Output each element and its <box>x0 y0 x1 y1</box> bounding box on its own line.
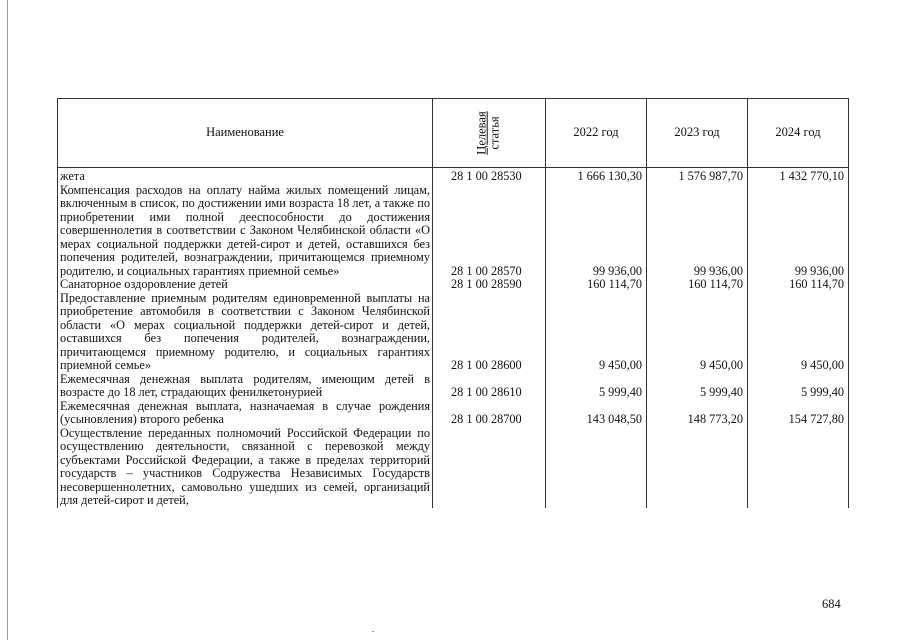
row-value-2024: 9 450,00 <box>748 292 849 373</box>
table-row <box>58 168 849 184</box>
row-value-2022: 9 450,00 <box>546 292 647 373</box>
row-value-2024: 1 432 770,10 <box>748 168 849 184</box>
row-value-2023: 9 450,00 <box>647 292 748 373</box>
row-value-2023 <box>647 427 748 508</box>
row-code: 28 1 00 28570 <box>433 184 546 279</box>
budget-table <box>57 98 849 508</box>
row-code: 28 1 00 28530 <box>433 168 546 184</box>
row-value-2023: 1 576 987,70 <box>647 168 748 184</box>
row-code <box>433 427 546 508</box>
row-name: Ежемесячная денежная выплата, назначаемая в случае рождения (усыновления) второго ребенка <box>58 400 433 427</box>
header-year-2022: 2022 год <box>546 99 647 168</box>
row-value-2022: 99 936,00 <box>546 184 647 279</box>
row-value-2022: 5 999,40 <box>546 373 647 400</box>
row-value-2023: 5 999,40 <box>647 373 748 400</box>
row-value-2022 <box>546 427 647 508</box>
table-row <box>58 373 849 400</box>
row-value-2024: 154 727,80 <box>748 400 849 427</box>
table-row <box>58 184 849 279</box>
header-target-article <box>433 99 546 168</box>
header-target-article-line2: статья <box>488 116 502 150</box>
row-code: 28 1 00 28700 <box>433 400 546 427</box>
row-name: жета <box>58 168 433 184</box>
row-code: 28 1 00 28600 <box>433 292 546 373</box>
header-name: Наименование <box>58 99 433 168</box>
scan-speck <box>372 631 374 632</box>
table-row <box>58 427 849 508</box>
row-value-2022: 1 666 130,30 <box>546 168 647 184</box>
row-name: Ежемесячная денежная выплата родителям, имеющим детей в возрасте до 18 лет, страдающих фенилкетонурией <box>58 373 433 400</box>
row-value-2023: 99 936,00 <box>647 184 748 279</box>
table-row <box>58 400 849 427</box>
row-name: Предоставление приемным родителям единовременной выплаты на приобретение автомобиля в соответствии с Законом Челябинской области «О мерах социальной поддержки детей-сирот и детей, оставшихся без попечения родителей, вознаграждении, причитающемся приемному родителю, и социальных гарантиях приемной семье» <box>58 292 433 373</box>
row-name: Санаторное оздоровление детей <box>58 278 433 292</box>
row-value-2024: 160 114,70 <box>748 278 849 292</box>
table-row <box>58 292 849 373</box>
row-name: Осуществление переданных полномочий Российской Федерации по осуществлению деятельности, связанной с перевозкой между субъектами Российской Федерации, а также в пределах территорий государств – участников Содружества Независимых Государств несовершеннолетних, самовольно ушедших из семей, организаций для детей-сирот и детей, <box>58 427 433 508</box>
row-value-2022: 160 114,70 <box>546 278 647 292</box>
row-code: 28 1 00 28610 <box>433 373 546 400</box>
page-number: 684 <box>822 597 841 611</box>
row-name: Компенсация расходов на оплату найма жилых помещений лицам, включенным в список, по достижении ими возраста 18 лет, а также по приобретении ими полной дееспособности до достижения совершеннолетия в соответствии с Законом Челябинской области «О мерах социальной поддержки детей-сирот и детей, оставшихся без попечения родителей, вознаграждении, причитающемся приемному родителю, и социальных гарантиях приемной семье» <box>58 184 433 279</box>
header-year-2024: 2024 год <box>748 99 849 168</box>
scan-edge-line <box>7 0 8 640</box>
row-value-2024 <box>748 427 849 508</box>
row-code: 28 1 00 28590 <box>433 278 546 292</box>
table-header-row <box>58 99 849 168</box>
table-row <box>58 278 849 292</box>
header-target-article-line1: Целевая <box>475 111 489 155</box>
row-value-2023: 160 114,70 <box>647 278 748 292</box>
row-value-2024: 5 999,40 <box>748 373 849 400</box>
row-value-2022: 143 048,50 <box>546 400 647 427</box>
header-target-article-vertical <box>476 111 502 154</box>
row-value-2024: 99 936,00 <box>748 184 849 279</box>
header-year-2023: 2023 год <box>647 99 748 168</box>
row-value-2023: 148 773,20 <box>647 400 748 427</box>
